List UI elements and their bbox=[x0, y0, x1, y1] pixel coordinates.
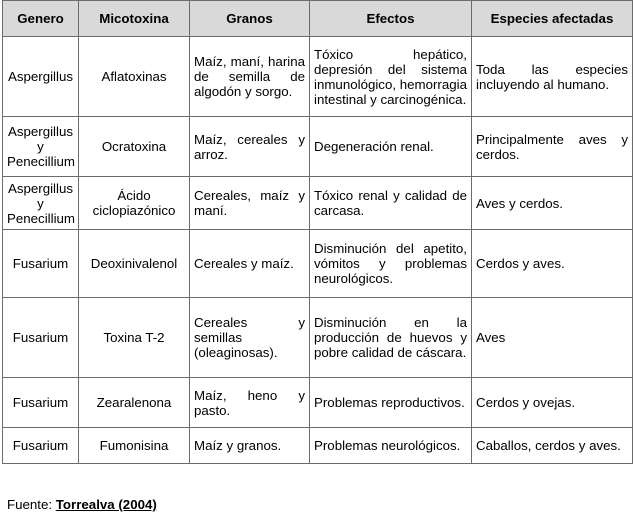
cell-efectos: Disminución en la producción de huevos y pobre calidad de cáscara. bbox=[310, 298, 472, 378]
cell-micotoxina: Aflatoxinas bbox=[79, 37, 190, 117]
source-citation: Torrealva (2004) bbox=[55, 497, 157, 512]
cell-genero: Fusarium bbox=[3, 298, 79, 378]
cell-granos: Maíz, cereales y arroz. bbox=[190, 117, 310, 177]
cell-efectos: Problemas reproductivos. bbox=[310, 378, 472, 428]
cell-genero: Fusarium bbox=[3, 230, 79, 298]
cell-especies: Caballos, cerdos y aves. bbox=[472, 428, 633, 464]
header-especies: Especies afectadas bbox=[472, 1, 633, 37]
cell-efectos: Problemas neurológicos. bbox=[310, 428, 472, 464]
cell-granos: Cereales y maíz. bbox=[190, 230, 310, 298]
cell-genero: Aspergillus y Penecillium bbox=[3, 177, 79, 230]
cell-genero: Aspergillus y Penecillium bbox=[3, 117, 79, 177]
cell-micotoxina: Ácido ciclopiazónico bbox=[79, 177, 190, 230]
cell-especies: Cerdos y aves. bbox=[472, 230, 633, 298]
source-label: Fuente: bbox=[7, 497, 56, 512]
table-row bbox=[3, 428, 633, 464]
cell-efectos: Degeneración renal. bbox=[310, 117, 472, 177]
cell-micotoxina: Ocratoxina bbox=[79, 117, 190, 177]
cell-especies: Cerdos y ovejas. bbox=[472, 378, 633, 428]
header-genero: Genero bbox=[3, 1, 79, 37]
cell-granos: Maíz, heno y pasto. bbox=[190, 378, 310, 428]
cell-especies: Aves y cerdos. bbox=[472, 177, 633, 230]
cell-granos: Cereales y semillas (oleaginosas). bbox=[190, 298, 310, 378]
cell-micotoxina: Zearalenona bbox=[79, 378, 190, 428]
source-note bbox=[7, 497, 157, 512]
cell-efectos: Tóxico renal y calidad de carcasa. bbox=[310, 177, 472, 230]
cell-efectos: Disminución del apetito, vómitos y problemas neurológicos. bbox=[310, 230, 472, 298]
header-row bbox=[3, 1, 633, 37]
cell-genero: Aspergillus bbox=[3, 37, 79, 117]
table-row bbox=[3, 177, 633, 230]
header-efectos: Efectos bbox=[310, 1, 472, 37]
cell-granos: Cereales, maíz y maní. bbox=[190, 177, 310, 230]
header-granos: Granos bbox=[190, 1, 310, 37]
table-row bbox=[3, 230, 633, 298]
cell-granos: Maíz y granos. bbox=[190, 428, 310, 464]
cell-genero: Fusarium bbox=[3, 378, 79, 428]
cell-granos: Maíz, maní, harina de semilla de algodón y sorgo. bbox=[190, 37, 310, 117]
table-row bbox=[3, 37, 633, 117]
cell-efectos: Tóxico hepático, depresión del sistema inmunológico, hemorragia intestinal y carcinogénica. bbox=[310, 37, 472, 117]
table-row bbox=[3, 117, 633, 177]
cell-especies: Principalmente aves y cerdos. bbox=[472, 117, 633, 177]
cell-micotoxina: Toxina T-2 bbox=[79, 298, 190, 378]
cell-micotoxina: Deoxinivalenol bbox=[79, 230, 190, 298]
table-row bbox=[3, 298, 633, 378]
cell-genero: Fusarium bbox=[3, 428, 79, 464]
header-micotoxina: Micotoxina bbox=[79, 1, 190, 37]
cell-micotoxina: Fumonisina bbox=[79, 428, 190, 464]
table-row bbox=[3, 378, 633, 428]
cell-especies: Aves bbox=[472, 298, 633, 378]
mycotoxin-table bbox=[2, 0, 633, 464]
cell-especies: Toda las especies incluyendo al humano. bbox=[472, 37, 633, 117]
